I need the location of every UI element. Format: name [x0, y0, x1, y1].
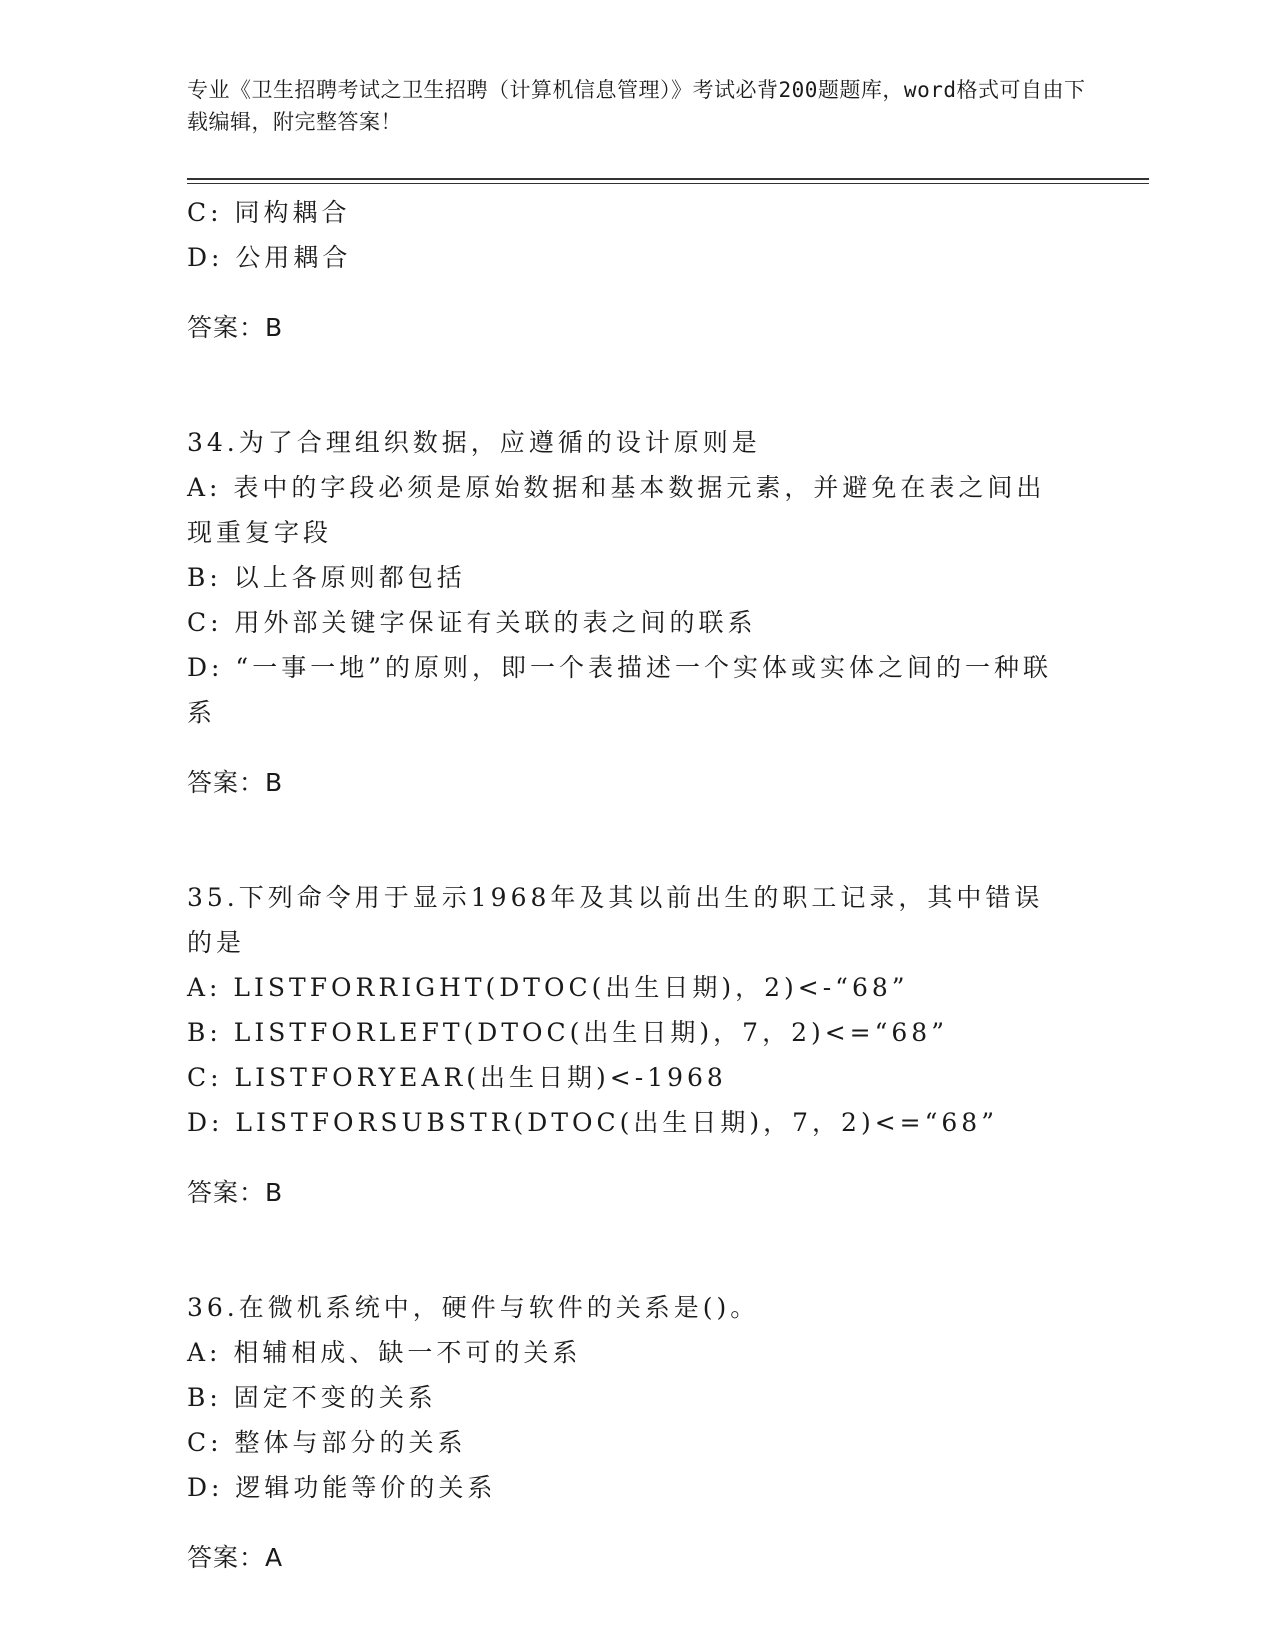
option-c: C: LISTFORYEAR(出生日期)<-1968 — [187, 1063, 727, 1092]
answer-label: 答案：B — [187, 1178, 284, 1207]
option-c: C: 用外部关键字保证有关联的表之间的联系 — [187, 608, 757, 637]
answer-label: 答案：B — [187, 313, 284, 342]
document-header: 专业《卫生招聘考试之卫生招聘（计算机信息管理）》考试必背200题题库，word格式可自由下载编辑，附完整答案！ — [187, 78, 1086, 134]
header-divider — [187, 178, 1149, 180]
question-36 — [187, 1285, 1087, 1580]
option-d: D: 逻辑功能等价的关系 — [187, 1473, 497, 1502]
question-stem: 34.为了合理组织数据，应遵循的设计原则是 — [187, 428, 761, 457]
question-continuation — [187, 190, 1087, 350]
option-d: D: 公用耦合 — [187, 243, 352, 272]
header-divider-thin — [187, 183, 1149, 184]
answer-label: 答案：B — [187, 768, 284, 797]
option-a: A: LISTFORRIGHT(DTOC(出生日期)，2)<-“68” — [187, 973, 909, 1002]
question-35 — [187, 875, 1087, 1215]
question-34 — [187, 420, 1087, 805]
option-b: B: 固定不变的关系 — [187, 1383, 437, 1412]
question-list — [187, 190, 1087, 1605]
question-stem: 36.在微机系统中，硬件与软件的关系是()。 — [187, 1293, 760, 1322]
option-b: B: LISTFORLEFT(DTOC(出生日期)，7，2)<=“68” — [187, 1018, 948, 1047]
option-d: D: LISTFORSUBSTR(DTOC(出生日期)，7，2)<=“68” — [187, 1108, 998, 1137]
option-c: C: 整体与部分的关系 — [187, 1428, 467, 1457]
option-a: A: 表中的字段必须是原始数据和基本数据元素，并避免在表之间出现重复字段 — [187, 473, 1046, 547]
option-d: D: “一事一地”的原则，即一个表描述一个实体或实体之间的一种联系 — [187, 653, 1052, 727]
option-a: A: 相辅相成、缺一不可的关系 — [187, 1338, 582, 1367]
answer-label: 答案：A — [187, 1543, 284, 1572]
option-b: B: 以上各原则都包括 — [187, 563, 466, 592]
option-c: C: 同构耦合 — [187, 198, 351, 227]
question-stem: 35.下列命令用于显示1968年及其以前出生的职工记录，其中错误的是 — [187, 883, 1044, 957]
